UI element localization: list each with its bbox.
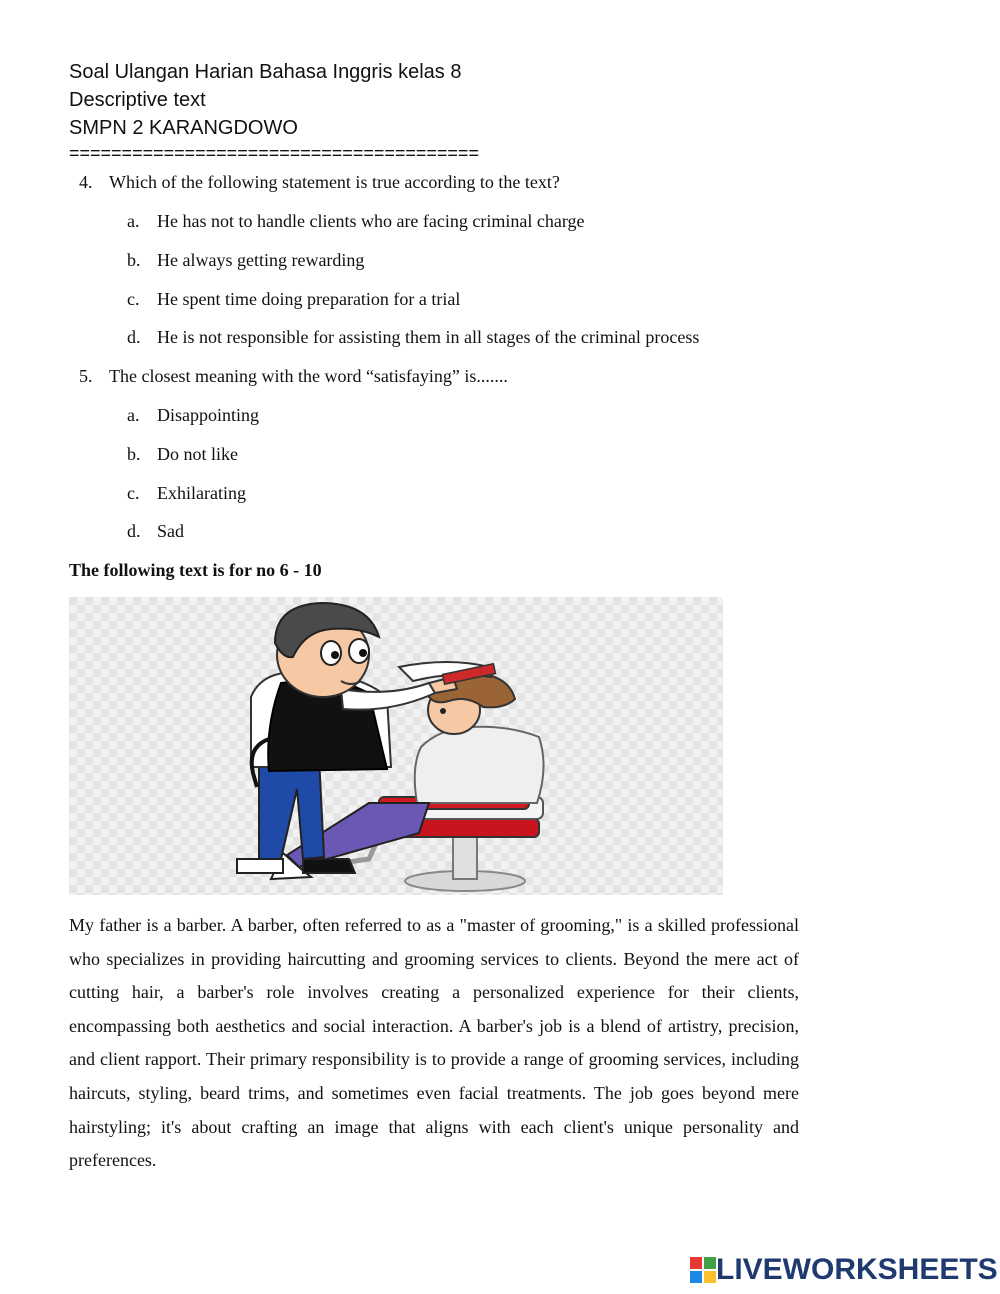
option-letter: a.: [127, 211, 140, 231]
header-separator: =======================================: [69, 143, 479, 163]
option-letter: c.: [127, 289, 140, 309]
question-5-option-b[interactable]: [127, 443, 238, 465]
option-text: Disappointing: [157, 405, 259, 425]
option-letter: a.: [127, 405, 140, 425]
liveworksheets-logo: [690, 1252, 998, 1288]
question-number: 4.: [79, 172, 93, 192]
option-text: He has not to handle clients who are facing criminal charge: [157, 211, 585, 231]
option-text: He spent time doing preparation for a trial: [157, 289, 461, 309]
question-4-option-c[interactable]: [127, 288, 460, 310]
option-text: Sad: [157, 521, 184, 541]
question-5: [79, 365, 508, 387]
question-5-option-c[interactable]: [127, 482, 246, 504]
question-5-option-a[interactable]: [127, 404, 259, 426]
question-4-option-a[interactable]: [127, 210, 585, 232]
section-title: The following text is for no 6 - 10: [69, 560, 322, 580]
option-text: He is not responsible for assisting them in all stages of the criminal process: [157, 327, 700, 347]
liveworksheets-logo-icon: [690, 1257, 716, 1283]
option-text: He always getting rewarding: [157, 250, 365, 270]
header-subtitle: Descriptive text: [69, 89, 206, 111]
option-letter: c.: [127, 483, 140, 503]
barber-illustration-icon: [69, 597, 723, 895]
option-text: Do not like: [157, 444, 238, 464]
reading-passage: My father is a barber. A barber, often referred to as a "master of grooming," is a skilled professional who specializes in providing haircutting and grooming services to clients. Beyond the mere act of cutting hair, a barber's role involves creating a personalized experience for their clients, encompassing both aesthetics and social interaction. A barber's job is a blend of artistry, precision, and client rapport. Their primary responsibility is to provide a range of grooming services, including haircuts, styling, beard trims, and sometimes even facial treatments. The job goes beyond mere hairstyling; it's about crafting an image that aligns with each client's unique personality and preferences.: [69, 915, 799, 1171]
option-letter: d.: [127, 521, 141, 541]
option-letter: d.: [127, 327, 141, 347]
header-title: Soal Ulangan Harian Bahasa Inggris kelas 8: [69, 61, 462, 83]
option-letter: b.: [127, 250, 141, 270]
document-header: [69, 58, 479, 164]
question-4-option-b[interactable]: [127, 249, 364, 271]
question-text: Which of the following statement is true according to the text?: [109, 172, 560, 192]
question-4: [79, 171, 560, 193]
option-text: Exhilarating: [157, 483, 246, 503]
question-4-option-d[interactable]: [127, 326, 699, 348]
question-text: The closest meaning with the word “satisfaying” is.......: [109, 366, 508, 386]
logo-text: LIVEWORKSHEETS: [716, 1253, 998, 1286]
option-letter: b.: [127, 444, 141, 464]
question-number: 5.: [79, 366, 93, 386]
header-school: SMPN 2 KARANGDOWO: [69, 117, 298, 139]
question-5-option-d[interactable]: [127, 520, 184, 542]
